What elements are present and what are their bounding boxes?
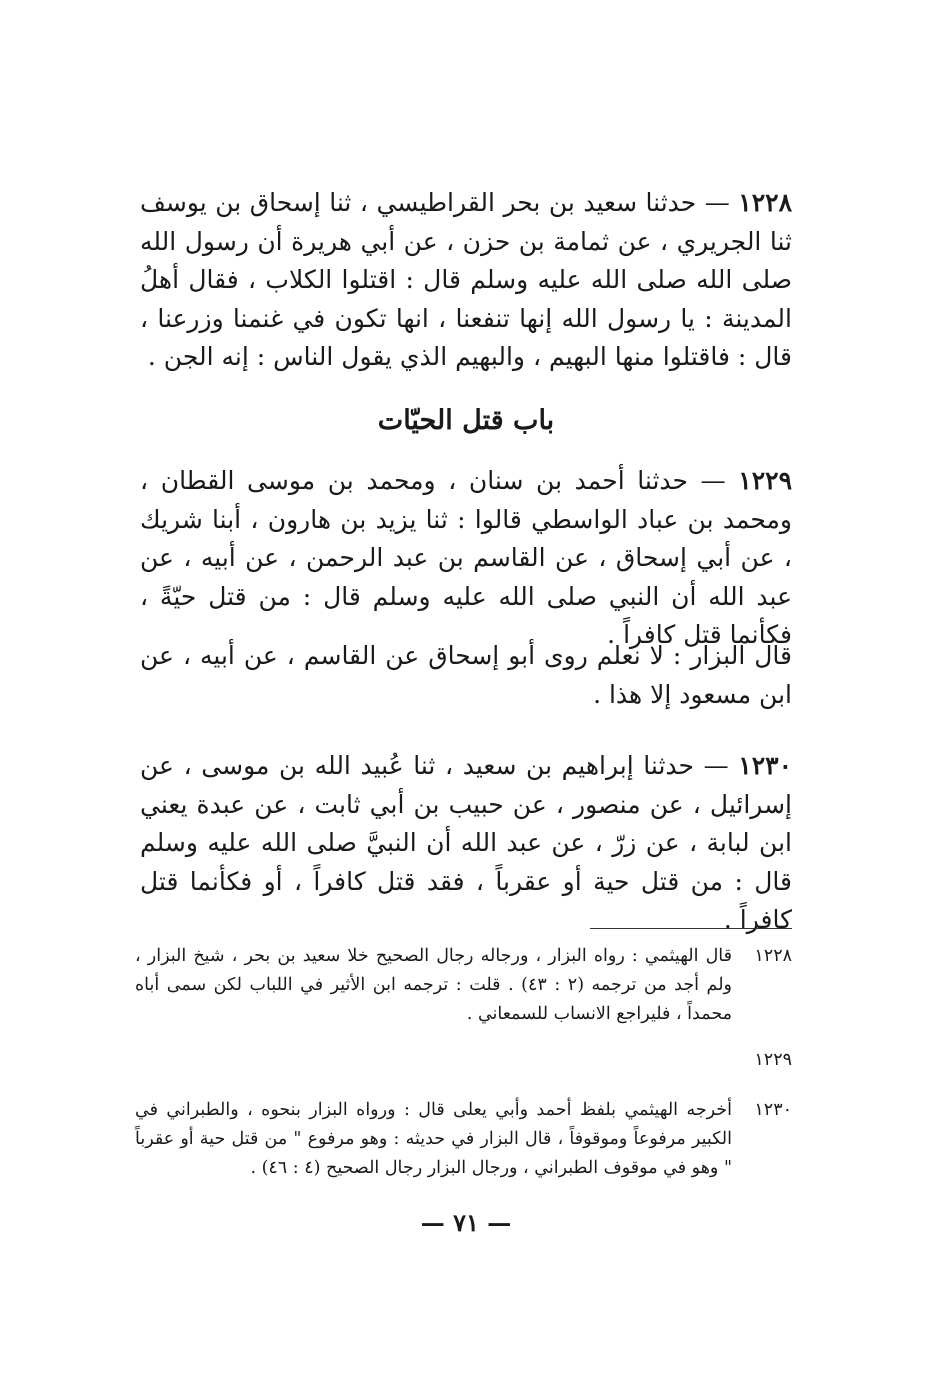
hadith-paragraph-1229	[140, 462, 792, 655]
footnote-number: ١٢٣٠	[754, 1100, 792, 1120]
page-number: — ٧١ —	[420, 1208, 512, 1237]
hadith-text: — حدثنا أحمد بن سنان ، ومحمد بن موسى القطان ، ومحمد بن عباد الواسطي قالوا : ثنا يزيد بن هارون ، أبنا شريك ، عن أبي إسحاق ، عن القاسم بن عبد الرحمن ، عن أبيه ، عن عبد الله أن النبي صلى الله عليه وسلم قال : من قتل حيّةً ، فكأنما قتل كافراً .	[140, 466, 792, 649]
footnote-number: ١٢٢٩	[754, 1050, 792, 1070]
hadith-paragraph-1230	[140, 747, 792, 940]
hadith-text: — حدثنا إبراهيم بن سعيد ، ثنا عُبيد الله بن موسى ، عن إسرائيل ، عن منصور ، عن حبيب بن أبي ثابت ، عن عبدة يعني ابن لبابة ، عن زرّ ، عن عبد الله أن النبيَّ صلى الله عليه وسلم قال : من قتل حية أو عقرباً ، فقد قتل كافراً ، أو فكأنما قتل كافراً .	[140, 751, 792, 934]
footnote-divider	[590, 928, 792, 929]
hadith-text: — حدثنا سعيد بن بحر القراطيسي ، ثنا إسحاق بن يوسف ثنا الجريري ، عن ثمامة بن حزن ، عن أبي هريرة أن رسول الله صلى الله صلى الله عليه وسلم قال : اقتلوا الكلاب ، فقال أهلُ المدينة : يا رسول الله إنها تنفعنا ، انها تكون في غنمنا وزرعنا ، قال : فاقتلوا منها البهيم ، والبهيم الذي يقول الناس : إنه الجن .	[140, 188, 792, 371]
footnote-number: ١٢٢٨	[754, 946, 792, 966]
footnote-1230	[135, 1096, 792, 1183]
footnote-1228	[135, 942, 792, 1029]
hadith-number: ١٢٢٩	[738, 466, 793, 495]
bazzar-comment: قال البزار : لا نعلم روى أبو إسحاق عن القاسم ، عن أبيه ، عن ابن مسعود إلا هذا .	[140, 641, 792, 709]
chapter-heading: باب قتل الحيّات	[377, 405, 555, 436]
hadith-number: ١٢٢٨	[738, 188, 792, 217]
hadith-number: ١٢٣٠	[738, 751, 792, 780]
footnote-text: قال الهيثمي : رواه البزار ، ورجاله رجال الصحيح خلا سعيد بن بحر ، شيخ البزار ، ولم أجد من ترجمه (٢ : ٤٣) . قلت : ترجمه ابن الأثير في اللباب لكن سمى أباه محمداً ، فليراجع الانساب للسمعاني .	[135, 946, 732, 1024]
footnote-text: أخرجه الهيثمي بلفظ أحمد وأبي يعلى قال : ورواه البزار بنحوه ، والطبراني في الكبير مرفوعاً وموقوفاً ، قال البزار في حديثه : وهو مرفوع " من قتل حية أو عقرباً " وهو في موقوف الطبراني ، ورجال البزار رجال الصحيح (٤ : ٤٦) .	[135, 1100, 732, 1178]
hadith-paragraph-1228	[140, 184, 792, 377]
